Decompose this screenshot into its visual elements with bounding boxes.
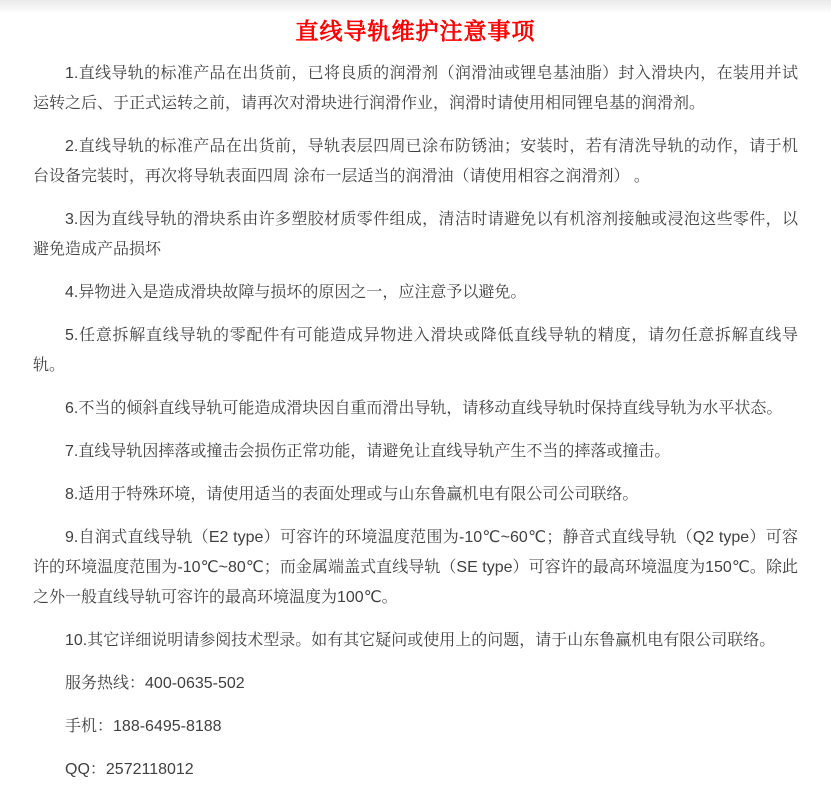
paragraph-9: 9.自润式直线导轨（E2 type）可容许的环境温度范围为-10℃~60℃；静音式直线导轨（Q2 type）可容许的环境温度范围为-10℃~80℃；而金属端盖式直线导轨（SE type）可容许的最高环境温度为150℃。除此之外一般直线导轨可容许的最高环境温度为100℃。: [33, 529, 798, 606]
contact-line-qq: [33, 755, 798, 785]
paragraph-3: 3.因为直线导轨的滑块系由许多塑胶材质零件组成，清洁时请避免以有机溶剂接触或浸泡这些零件，以避免造成产品损坏: [33, 211, 798, 258]
contact-line-hotline: [33, 669, 798, 699]
contact-mobile-value: 188-6495-8188: [113, 718, 222, 735]
contact-mobile-label: 手机：: [65, 718, 114, 735]
paragraph-10: 10.其它详细说明请参阅技术型录。如有其它疑问或使用上的问题，请于山东鲁赢机电有限公司联络。: [65, 632, 776, 649]
contact-line-mobile: [33, 712, 798, 742]
contact-qq-label: QQ：: [65, 761, 106, 778]
contact-hotline-value: 400-0635-502: [145, 675, 245, 692]
contact-qq-value: 2572118012: [105, 761, 194, 778]
paragraph-4: 4.异物进入是造成滑块故障与损坏的原因之一，应注意予以避免。: [65, 284, 527, 301]
page-title: 直线导轨维护注意事项: [295, 18, 536, 44]
paragraph-8: 8.适用于特殊环境，请使用适当的表面处理或与山东鲁赢机电有限公司公司联络。: [65, 486, 639, 503]
paragraph-5: 5.任意拆解直线导轨的零配件有可能造成异物进入滑块或降低直线导轨的精度，请勿任意拆解直线导轨。: [33, 327, 798, 374]
paragraph-7: 7.直线导轨因摔落或撞击会损伤正常功能，请避免让直线导轨产生不当的摔落或撞击。: [65, 443, 671, 460]
paragraph-1: 1.直线导轨的标准产品在出货前，已将良质的润滑剂（润滑油或锂皂基油脂）封入滑块内，在装用并试运转之后、于正式运转之前，请再次对滑块进行润滑作业，润滑时请使用相同锂皂基的润滑剂。: [33, 65, 798, 112]
contact-hotline-label: 服务热线：: [65, 675, 146, 692]
document-body: [0, 59, 831, 785]
paragraph-2: 2.直线导轨的标准产品在出货前，导轨表层四周已涂布防锈油；安装时，若有清洗导轨的动作，请于机台设备完装时，再次将导轨表面四周 涂布一层适当的润滑油（请使用相容之润滑剂） 。: [33, 138, 798, 185]
paragraph-6: 6.不当的倾斜直线导轨可能造成滑块因自重而滑出导轨，请移动直线导轨时保持直线导轨为水平状态。: [65, 400, 783, 417]
